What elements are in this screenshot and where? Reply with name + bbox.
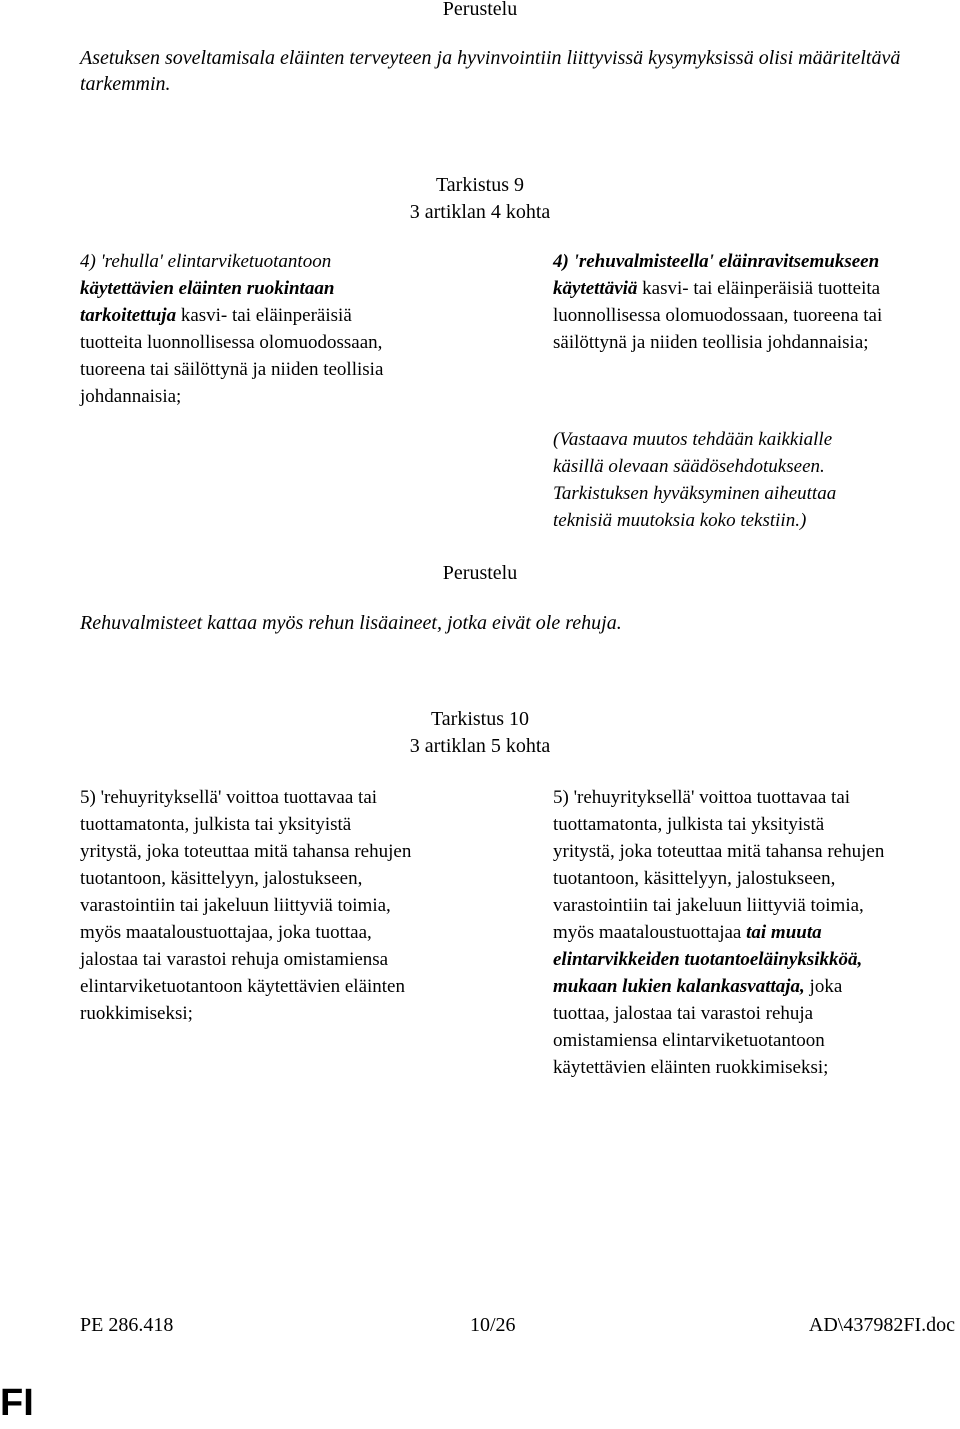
original-text-column: [80, 248, 383, 410]
text-line: elintarvikkeiden tuotantoeläinyksikköä,: [553, 949, 863, 970]
amended-text-column: [553, 784, 884, 1081]
text-line: 4) 'rehuvalmisteella' eläinravitsemukseen: [553, 251, 880, 272]
text-line: tuotantoon, käsittelyyn, jalostukseen,: [80, 868, 363, 889]
text-line: yritystä, joka toteuttaa mitä tahansa rehujen: [80, 841, 412, 862]
text-span: tai muuta: [746, 922, 822, 943]
text-line: elintarviketuotantoon käytettävien eläinten: [80, 976, 405, 997]
section-text: [80, 45, 960, 97]
amendment-reference: 3 artiklan 4 kohta: [409, 201, 551, 223]
text-line: säilöttynä ja niiden teollisia johdannaisia;: [553, 332, 869, 353]
text-line: 5) 'rehuyrityksellä' voittoa tuottavaa tai: [553, 787, 851, 808]
text-span: joka: [804, 976, 843, 997]
text-line: tuoreena tai säilöttynä ja niiden teollisia: [80, 359, 384, 380]
text-span: kasvi- tai eläinperäisiä tuotteita: [637, 278, 881, 299]
section-text-line: määriteltävä tarkemmin.: [80, 47, 901, 95]
footer-doc-ref: PE 286.418: [80, 1314, 174, 1336]
amendment-title: Tarkistus 9: [435, 174, 525, 196]
text-line: varastointiin tai jakeluun liittyviä toimia,: [80, 895, 391, 916]
footer-file-name: AD\437982FI.doc: [808, 1314, 955, 1336]
text-line: 4) 'rehulla' elintarviketuotantoon: [80, 251, 332, 272]
amendment-reference: 3 artiklan 5 kohta: [409, 735, 551, 757]
text-line: johdannaisia;: [80, 386, 182, 407]
justification-text: Rehuvalmisteet kattaa myös rehun lisäaineet, jotka eivät ole rehuja.: [80, 612, 622, 634]
note-line: (Vastaava muutos tehdään kaikkialle: [553, 429, 833, 450]
note-line: käsillä olevaan säädösehdotukseen.: [553, 456, 825, 477]
note-line: Tarkistuksen hyväksyminen aiheuttaa: [553, 483, 837, 504]
text-line: tuottaa, jalostaa tai varastoi rehuja: [553, 1003, 814, 1024]
original-text-column: [80, 784, 411, 1027]
text-span: käytettäviä: [553, 278, 638, 299]
amendment-title: Tarkistus 10: [430, 708, 530, 730]
amended-text-column: [553, 248, 882, 356]
note-line: teknisiä muutoksia koko tekstiin.): [553, 510, 807, 531]
text-line: tuotteita luonnollisessa olomuodossaan,: [80, 332, 383, 353]
section-heading: Perustelu: [442, 0, 518, 20]
text-line: jalostaa tai varastoi rehuja omistamiensa: [80, 949, 389, 970]
footer-page-number: 10/26: [470, 1314, 516, 1336]
text-line: varastointiin tai jakeluun liittyviä toimia,: [553, 895, 864, 916]
text-line: 5) 'rehuyrityksellä' voittoa tuottavaa tai: [80, 787, 378, 808]
text-line: tuottamatonta, julkista tai yksityistä: [553, 814, 825, 835]
text-line: omistamiensa elintarviketuotantoon: [553, 1030, 825, 1051]
language-code: FI: [0, 1382, 34, 1424]
text-line: luonnollisessa olomuodossaan, tuoreena tai: [553, 305, 883, 326]
text-span: myös maataloustuottajaa: [553, 922, 747, 943]
text-span: mukaan lukien kalankasvattaja,: [553, 976, 805, 997]
text-line: käytettävien eläinten ruokintaan: [80, 278, 335, 299]
text-span: tarkoitettuja: [80, 305, 177, 326]
text-line: tuotantoon, käsittelyyn, jalostukseen,: [553, 868, 836, 889]
text-line: myös maataloustuottajaa, joka tuottaa,: [80, 922, 372, 943]
text-span: kasvi- tai eläinperäisiä: [176, 305, 352, 326]
amendment-note: [553, 426, 836, 534]
text-line: käytettävien eläinten ruokkimiseksi;: [553, 1057, 829, 1078]
text-line: ruokkimiseksi;: [80, 1003, 193, 1024]
text-line: tuottamatonta, julkista tai yksityistä: [80, 814, 352, 835]
text-line: yritystä, joka toteuttaa mitä tahansa rehujen: [553, 841, 885, 862]
section-text-line: Asetuksen soveltamisala eläinten terveyteen ja hyvinvointiin liittyvissä kysymyksissä olisi: [80, 47, 794, 69]
justification-heading: Perustelu: [442, 562, 518, 584]
